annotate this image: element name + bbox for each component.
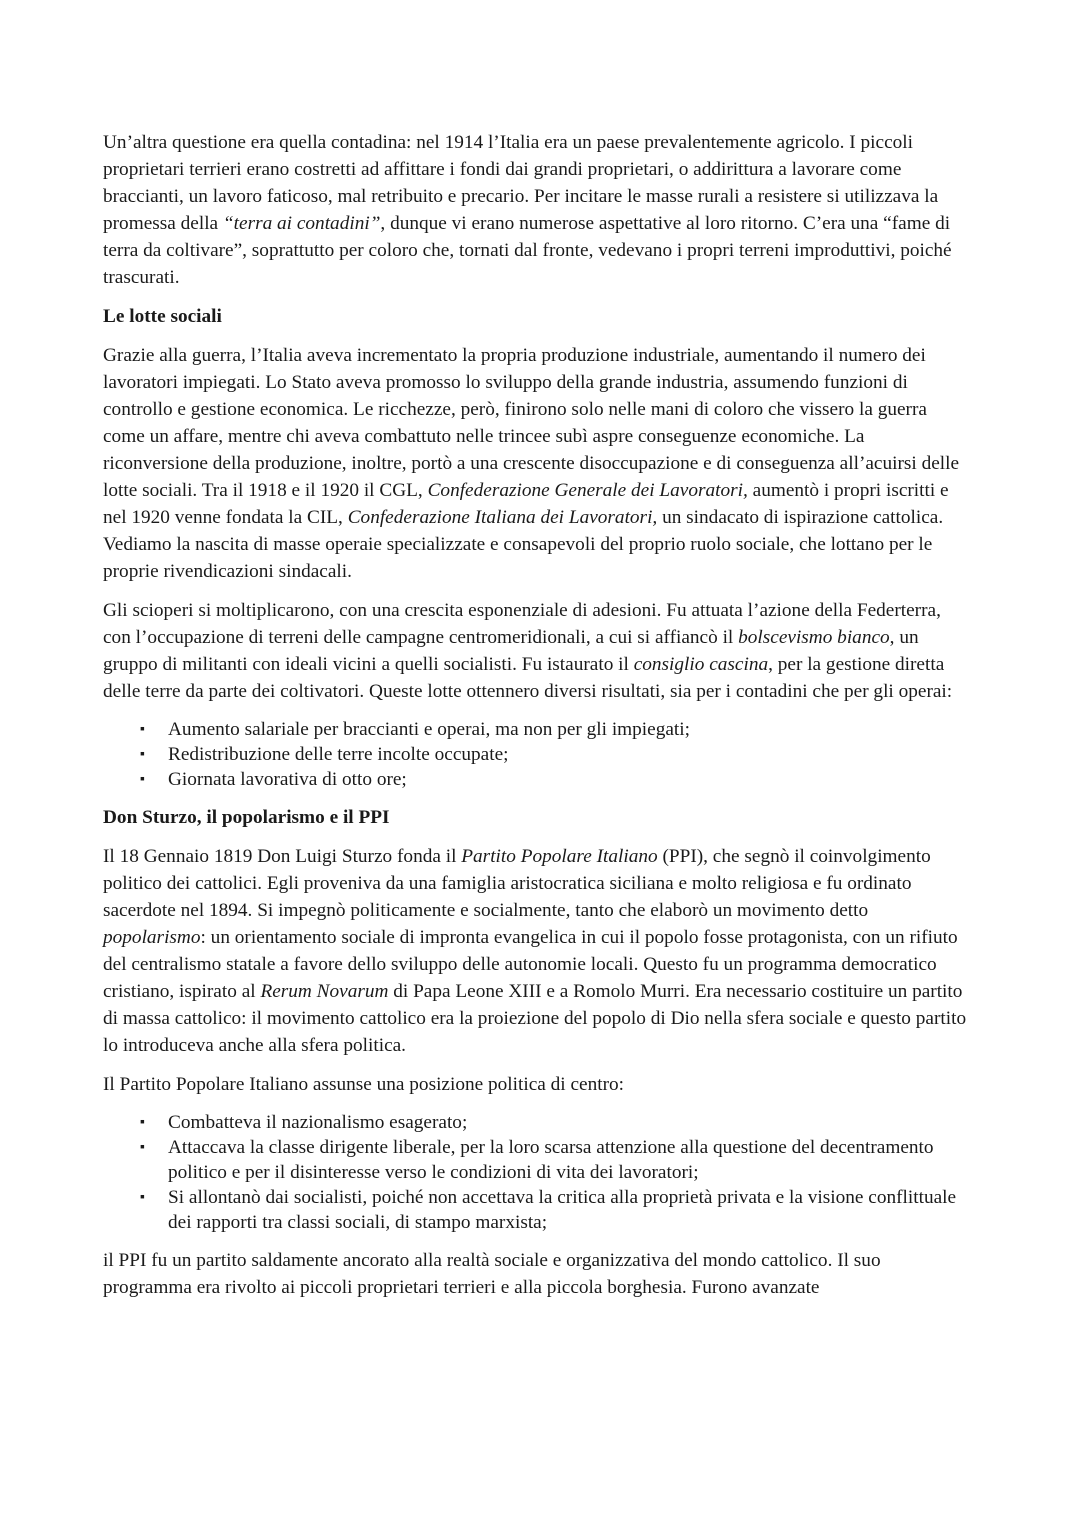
bullet-icon: ▪: [140, 722, 145, 737]
list-item: ▪ Combatteva il nazionalismo esagerato;: [140, 1112, 468, 1133]
list-item: ▪ Redistribuzione delle terre incolte occupate;: [140, 744, 509, 765]
list-item: ▪ Aumento salariale per braccianti e operai, ma non per gli impiegati;: [140, 719, 690, 740]
list-risultati-lotte: [103, 717, 973, 792]
document-page: [103, 129, 973, 1313]
bullet-icon: ▪: [140, 747, 145, 762]
bullet-icon: ▪: [140, 1140, 145, 1155]
bullet-icon: ▪: [140, 1115, 145, 1130]
paragraph-scioperi: Gli scioperi si moltiplicarono, con una crescita esponenziale di adesioni. Fu attuata l’azione della Federterra, con l’occupazione di terreni delle campagne centromeridionali, a cui si affiancò il bolscevismo bianco, un gruppo di militanti con ideali vicini a quelli socialisti. Fu istaurato il consiglio cascina, per la gestione diretta delle terre da parte dei coltivatori. Queste lotte ottennero diversi risultati, sia per i contadini che per gli operai:: [103, 600, 953, 702]
paragraph-ppi-cattolico: il PPI fu un partito saldamente ancorato alla realtà sociale e organizzativa del mondo cattolico. Il suo programma era rivolto ai piccoli proprietari terrieri e alla piccola borghesia. Furono avanzate: [103, 1250, 881, 1298]
paragraph-sturzo-ppi: Il 18 Gennaio 1819 Don Luigi Sturzo fonda il Partito Popolare Italiano (PPI), che segnò il coinvolgimento politico dei cattolici. Egli proveniva da una famiglia aristocratica siciliana e molto religiosa e fu ordinato sacerdote nel 1894. Si impegnò politicamente e socialmente, tanto che elaborò un movimento detto popolarismo: un orientamento sociale di impronta evangelica in cui il popolo fosse protagonista, con un rifiuto del centralismo statale a favore dello sviluppo delle autonomie locali. Questo fu un programma democratico cristiano, ispirato al Rerum Novarum di Papa Leone XIII e a Romolo Murri. Era necessario costituire un partito di massa cattolico: il movimento cattolico era la proiezione del popolo di Dio nella sfera sociale e questo partito lo introduceva anche alla sfera politica.: [103, 846, 967, 1056]
paragraph-questione-contadina: Un’altra questione era quella contadina: nel 1914 l’Italia era un paese prevalentemente agricolo. I piccoli proprietari terrieri erano costretti ad affittare i fondi dai grandi proprietari, o addirittura a lavorare come braccianti, un lavoro faticoso, mal retribuito e precario. Per incitare le masse rurali a resistere si utilizzava la promessa della “terra ai contadini”, dunque vi erano numerose aspettative al loro ritorno. C’era una “fame di terra da coltivare”, soprattutto per coloro che, tornati dal fronte, vedevano i propri terreni improduttivi, poiché trascurati.: [103, 132, 952, 288]
heading-lotte-sociali: Le lotte sociali: [103, 306, 222, 327]
list-item: ▪ Giornata lavorativa di otto ore;: [140, 769, 407, 790]
bullet-icon: ▪: [140, 1190, 145, 1205]
list-item: ▪ Attaccava la classe dirigente liberale, per la loro scarsa attenzione alla questione del decentramento politico e per il disinteresse verso le condizioni di vita dei lavoratori;: [140, 1137, 934, 1183]
list-posizioni-ppi: [103, 1110, 973, 1235]
paragraph-guerra-industria: Grazie alla guerra, l’Italia aveva incrementato la propria produzione industriale, aumentando il numero dei lavoratori impiegati. Lo Stato aveva promosso lo sviluppo della grande industria, assumendo funzioni di controllo e gestione economica. Le ricchezze, però, finirono solo nelle mani di coloro che vissero la guerra come un affare, mentre chi aveva combattuto nelle trincee subì aspre conseguenze economiche. La riconversione della produzione, inoltre, portò a una crescente disoccupazione e di conseguenza all’acuirsi delle lotte sociali. Tra il 1918 e il 1920 il CGL, Confederazione Generale dei Lavoratori, aumentò i propri iscritti e nel 1920 venne fondata la CIL, Confederazione Italiana dei Lavoratori, un sindacato di ispirazione cattolica. Vediamo la nascita di masse operaie specializzate e consapevoli del proprio ruolo sociale, che lottano per le proprie rivendicazioni sindacali.: [103, 345, 960, 582]
list-item: ▪ Si allontanò dai socialisti, poiché non accettava la critica alla proprietà privata e la visione conflittuale dei rapporti tra classi sociali, di stampo marxista;: [140, 1187, 957, 1233]
paragraph-posizione-centro: Il Partito Popolare Italiano assunse una posizione politica di centro:: [103, 1074, 624, 1095]
heading-don-sturzo: Don Sturzo, il popolarismo e il PPI: [103, 807, 390, 828]
bullet-icon: ▪: [140, 772, 145, 787]
